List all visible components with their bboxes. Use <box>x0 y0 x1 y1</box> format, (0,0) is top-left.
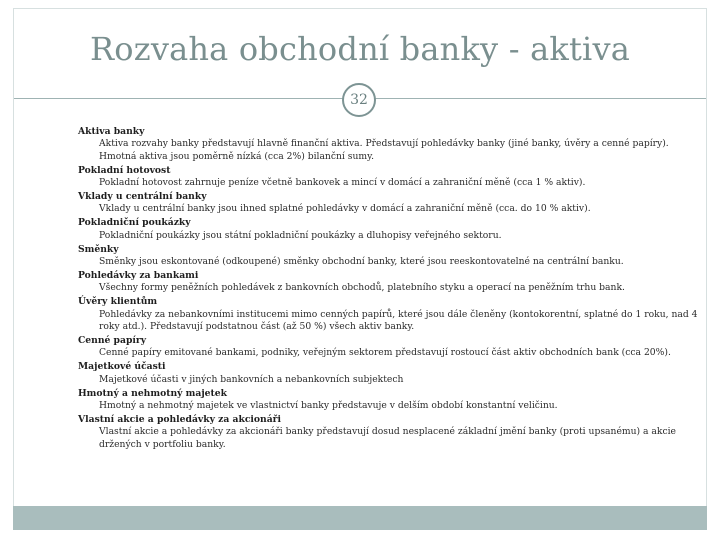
section-hmotny-a-nehmotny-majetek <box>78 388 698 413</box>
page-number-badge: 32 <box>342 83 376 117</box>
section-vklady-u-centralni-banky <box>78 191 698 216</box>
section-body: Pokladniční poukázky jsou státní pokladniční poukázky a dluhopisy veřejného sektoru. <box>99 229 502 241</box>
section-title: Směnky <box>78 243 119 255</box>
footer-accent-bar <box>13 506 707 530</box>
section-title: Hmotný a nehmotný majetek <box>78 387 227 399</box>
section-title: Pohledávky za bankami <box>78 269 199 281</box>
section-body: Směnky jsou eskontované (odkoupené) směnky obchodní banky, které jsou reeskontovatelné na centrální banku. <box>99 256 624 268</box>
section-body: Pokladní hotovost zahrnuje peníze včetně bankovek a mincí v domácí a zahraniční měně (cca 1 % aktiv). <box>99 177 586 189</box>
section-title: Vklady u centrální banky <box>78 191 207 203</box>
section-smenky <box>78 244 698 269</box>
section-pokladni-hotovost <box>78 165 698 190</box>
section-uvery-klientum <box>78 296 698 333</box>
section-pokladnicni-poukazky <box>78 217 698 242</box>
section-title: Pokladniční poukázky <box>78 217 191 229</box>
section-body: Hmotný a nehmotný majetek ve vlastnictví banky představuje v delším období konstantní veličinu. <box>99 400 558 412</box>
section-body: Vklady u centrální banky jsou ihned splatné pohledávky v domácí a zahraniční měně (cca. do 10 % aktiv). <box>99 203 591 215</box>
section-majetkove-ucasti <box>78 361 698 386</box>
section-body: Všechny formy peněžních pohledávek z bankovních obchodů, platebního styku a operací na peněžním trhu bank. <box>99 282 625 294</box>
section-title: Aktiva banky <box>78 126 145 137</box>
section-pohledavky-za-bankami <box>78 270 698 295</box>
slide-title: Rozvaha obchodní banky - aktiva <box>90 30 630 68</box>
section-title: Cenné papíry <box>78 335 147 346</box>
section-body: Cenné papíry emitované bankami, podniky, veřejným sektorem představují rostoucí část aktiv obchodních bank (cca 20%). <box>99 347 671 359</box>
section-title: Úvěry klientům <box>78 296 158 308</box>
section-body: Majetkové účasti v jiných bankovních a nebankovních subjektech <box>99 373 404 385</box>
section-body: Vlastní akcie a pohledávky za akcionáři banky představují dosud nesplacené základní jmění banky (proti upsanému) a akcie držených v portfoliu banky. <box>99 426 676 450</box>
slide-content <box>78 126 698 453</box>
section-title: Majetkové účasti <box>78 361 166 373</box>
section-body: Aktiva rozvahy banky představují hlavně finanční aktiva. Představují pohledávky banky (jiné banky, úvěry a cenné papíry). Hmotná aktiva jsou poměrně nízká (cca 2%) bilanční sumy. <box>99 138 669 162</box>
section-vlastni-akcie <box>78 414 698 451</box>
section-title: Vlastní akcie a pohledávky za akcionáři <box>78 413 282 425</box>
section-title: Pokladní hotovost <box>78 164 171 176</box>
section-aktiva-banky <box>78 126 698 163</box>
section-cenne-papiry <box>78 335 698 360</box>
section-body: Pohledávky za nebankovními institucemi mimo cenných papírů, které jsou dále členěny (kontokorentní, splatné do 1 roku, nad 4 roky atd.). Představují podstatnou část (až 50 %) všech aktiv banky. <box>99 308 698 333</box>
